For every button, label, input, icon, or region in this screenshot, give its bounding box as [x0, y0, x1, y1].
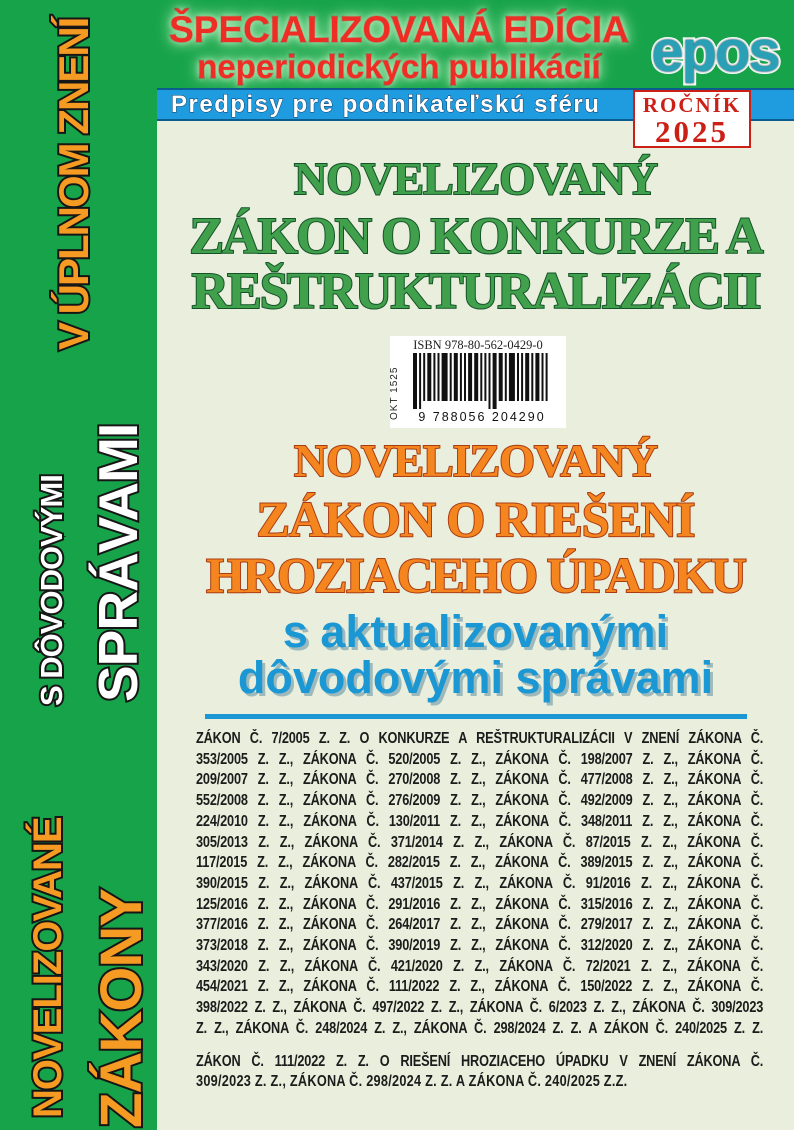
sidebar-word-s-dovodovymi: S DÔVODOVÝMI [34, 475, 69, 706]
rocnik-year: 2025 [655, 114, 729, 149]
title1-line2: ZÁKON O KONKURZE A [189, 208, 762, 265]
barcode [412, 353, 548, 409]
isbn-side-code: OKT 1525 [389, 366, 400, 420]
body-line: 343/2020 Z. Z., ZÁKONA Č. 421/2020 Z. Z., ZÁKONA Č. 72/2021 Z. Z., ZÁKONA Č. [196, 957, 764, 975]
body-line: 305/2013 Z. Z., ZÁKONA Č. 371/2014 Z. Z., ZÁKONA Č. 87/2015 Z. Z., ZÁKONA Č. [196, 833, 764, 851]
sidebar-word-spravami: SPRÁVAMI [87, 423, 149, 702]
body-line: 209/2007 Z. Z., ZÁKONA Č. 270/2008 Z. Z., ZÁKONA Č. 477/2008 Z. Z., ZÁKONA Č. [196, 771, 764, 789]
barcode-digits: 9 788056 204290 [418, 410, 546, 424]
edition-line-1: ŠPECIALIZOVANÁ EDÍCIA [169, 9, 629, 50]
body-line: 373/2018 Z. Z., ZÁKONA Č. 390/2019 Z. Z., ZÁKONA Č. 312/2020 Z. Z., ZÁKONA Č. [196, 937, 764, 955]
body-line: 390/2015 Z. Z., ZÁKONA Č. 437/2015 Z. Z., ZÁKONA Č. 91/2016 Z. Z., ZÁKONA Č. [196, 874, 764, 892]
subtitle-line1: s aktualizovanými [282, 606, 669, 657]
body-line: 552/2008 Z. Z., ZÁKONA Č. 276/2009 Z. Z., ZÁKONA Č. 492/2009 Z. Z., ZÁKONA Č. [196, 792, 764, 810]
body-line: 398/2022 Z. Z., ZÁKONA Č. 497/2022 Z. Z., ZÁKONA Č. 6/2023 Z. Z., ZÁKONA Č. 309/2023 [196, 999, 764, 1017]
body-line: 224/2010 Z. Z., ZÁKONA Č. 130/2011 Z. Z., ZÁKONA Č. 348/2011 Z. Z., ZÁKONA Č. [196, 812, 764, 830]
laws-text [196, 729, 763, 1093]
body-line: 454/2021 Z. Z., ZÁKONA Č. 111/2022 Z. Z., ZÁKONA Č. 150/2022 Z. Z., ZÁKONA Č. [196, 978, 764, 996]
title2-line2: ZÁKON O RIEŠENÍ [256, 491, 695, 547]
body-line: 353/2005 Z. Z., ZÁKONA Č. 520/2005 Z. Z., ZÁKONA Č. 198/2007 Z. Z., ZÁKONA Č. [196, 750, 764, 768]
body-line: 125/2016 Z. Z., ZÁKONA Č. 291/2016 Z. Z., ZÁKONA Č. 315/2016 Z. Z., ZÁKONA Č. [196, 895, 764, 913]
sidebar-word-zakony: ZÁKONY [89, 889, 154, 1128]
subtitle-line2: dôvodovými správami [237, 652, 714, 703]
title2-line1: NOVELIZOVANÝ [294, 435, 657, 486]
edition-heading [160, 10, 638, 84]
title1-line3: REŠTRUKTURALIZÁCII [191, 263, 760, 320]
body-line: Z. Z., ZÁKONA Č. 248/2024 Z. Z., ZÁKONA Č. 298/2024 Z. Z. A ZÁKON Č. 240/2025 Z. Z. [196, 1019, 764, 1037]
subtitle-divider [205, 714, 747, 719]
isbn-barcode-box [390, 336, 566, 428]
isbn-number: ISBN 978-80-562-0429-0 [413, 338, 543, 352]
sidebar-word-v-uplnom-zneni: V ÚPLNOM ZNENÍ [50, 18, 97, 350]
body-line: 377/2016 Z. Z., ZÁKONA Č. 264/2017 Z. Z., ZÁKONA Č. 279/2017 Z. Z., ZÁKONA Č. [196, 916, 764, 934]
edition-line-2: neperiodických publikácií [197, 48, 601, 85]
rocnik-badge [633, 90, 751, 148]
body-line: ZÁKON Č. 111/2022 Z. Z. O RIEŠENÍ HROZIACEHO ÚPADKU V ZNENÍ ZÁKONA Č. [196, 1052, 764, 1070]
body-line: 309/2023 Z. Z., ZÁKONA Č. 298/2024 Z. Z. A ZÁKONA Č. 240/2025 Z.Z. [196, 1073, 628, 1091]
series-strip-text: Predpisy pre podnikateľskú sféru [171, 91, 601, 118]
title2-line3: HROZIACEHO ÚPADKU [206, 547, 745, 603]
rocnik-label: ROČNÍK [642, 93, 742, 117]
sidebar-word-novelizovane: NOVELIZOVANÉ [26, 817, 70, 1118]
body-line: ZÁKON Č. 7/2005 Z. Z. O KONKURZE A REŠTRUKTURALIZÁCII V ZNENÍ ZÁKONA Č. [196, 730, 764, 747]
epos-logo: epos [651, 19, 779, 84]
laws-paragraph-2 [196, 1052, 763, 1093]
body-line: 117/2015 Z. Z., ZÁKONA Č. 282/2015 Z. Z., ZÁKONA Č. 389/2015 Z. Z., ZÁKONA Č. [196, 854, 764, 872]
title1-line1: NOVELIZOVANÝ [294, 153, 657, 204]
laws-paragraph-1 [196, 729, 763, 1040]
